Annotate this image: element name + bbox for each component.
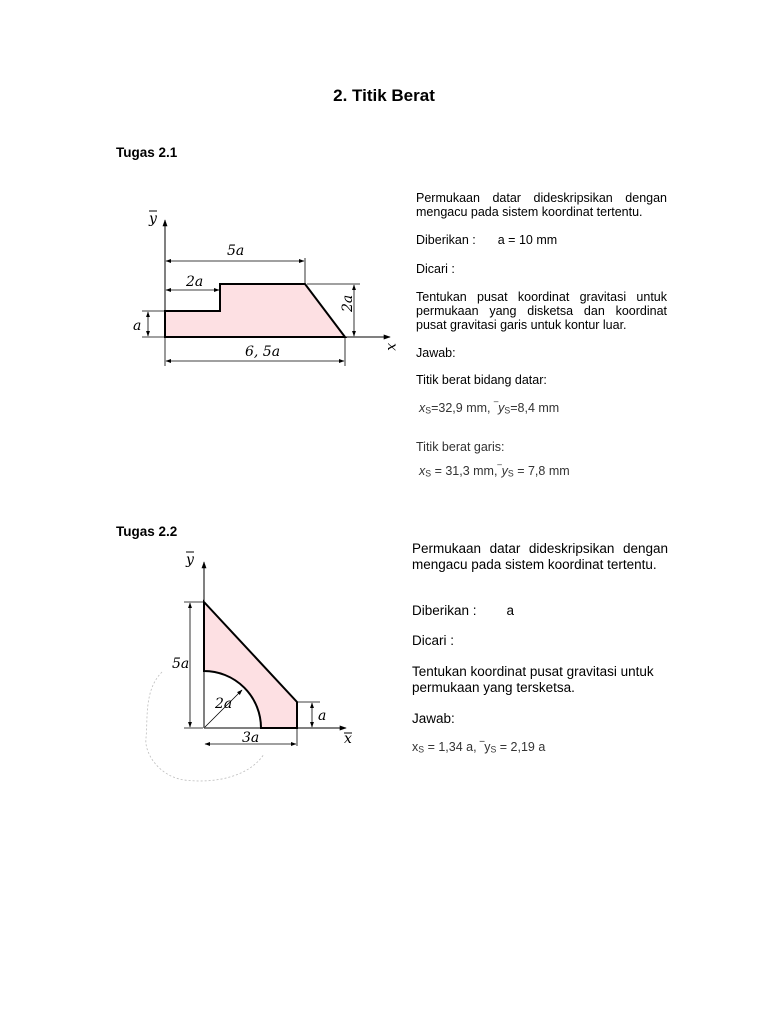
task-2-2-given-label: Diberikan : — [412, 603, 477, 618]
figure-2-1-label-5a: 5a — [227, 243, 245, 259]
task-2-2-instruction: Tentukan koordinat pusat gravitasi untuk permukaan yang tersketsa. — [412, 664, 654, 695]
figure-2-1-label-right: 2a — [340, 294, 356, 312]
task-2-1-line-label: Titik berat garis: — [416, 440, 505, 454]
task-2-1-answer-label: Jawab: — [416, 346, 456, 360]
task-2-2-given-value: a — [506, 603, 515, 618]
task-2-1-given — [416, 233, 667, 247]
figure-2-2-y-label: y — [186, 552, 194, 568]
page-title: 2. Titik Berat — [333, 86, 435, 105]
xs-value: = 31,3 mm, — [431, 464, 498, 478]
subscript: S — [425, 468, 432, 479]
figure-2-1 — [124, 176, 404, 394]
ys-symbol: ‾y — [493, 401, 505, 415]
task-2-1-area-label: Titik berat bidang datar: — [416, 373, 547, 387]
task-2-2-sought: Dicari : — [412, 633, 455, 648]
xs-symbol: x — [412, 740, 419, 754]
ys-value: =8,4 mm — [510, 401, 560, 415]
task-2-1-area-result — [419, 401, 670, 415]
figure-2-2-x-label: x — [344, 731, 352, 747]
task-2-1-line-result — [419, 464, 670, 478]
subscript: S — [504, 405, 511, 416]
subscript: S — [418, 744, 425, 755]
task-2-1-given-label: Diberikan : — [416, 233, 476, 247]
ys-value: = 7,8 mm — [513, 464, 570, 478]
task-2-2-heading: Tugas 2.2 — [116, 524, 178, 539]
task-2-2-given — [412, 603, 668, 619]
task-2-1-heading: Tugas 2.1 — [116, 145, 178, 160]
subscript: S — [507, 468, 514, 479]
ys-symbol: ‾y — [497, 464, 508, 478]
figure-2-2-label-height: 5a — [172, 656, 190, 672]
task-2-1-sought: Dicari : — [416, 262, 455, 276]
figure-2-1-label-left: a — [133, 318, 142, 334]
task-2-1-intro: Permukaan datar dideskripsikan dengan mengacu pada sistem koordinat tertentu. — [416, 191, 667, 219]
figure-2-1-y-label: y — [149, 211, 157, 227]
xs-symbol: x — [419, 401, 426, 415]
figure-2-2 — [124, 540, 394, 792]
task-2-1-given-value: a = 10 mm — [497, 233, 558, 247]
figure-2-1-label-step: 2a — [186, 274, 204, 290]
subscript: S — [425, 405, 432, 416]
ys-symbol: ‾y — [480, 740, 491, 754]
task-2-2-intro: Permukaan datar dideskripsikan dengan mengacu pada sistem koordinat tertentu. — [412, 541, 668, 572]
task-2-1-instruction: Tentukan pusat koordinat gravitasi untuk permukaan yang disketsa dan koordinat pusat gravitasi garis untuk kontur luar. — [416, 290, 667, 332]
figure-2-1-label-bottom: 6, 5a — [245, 344, 281, 360]
xs-value: = 1,34 a, — [424, 740, 481, 754]
figure-2-2-label-right: a — [318, 708, 327, 724]
figure-2-2-label-bottom: 3a — [242, 730, 260, 746]
task-2-2-answer-label: Jawab: — [412, 711, 455, 726]
ys-value: = 2,19 a — [496, 740, 546, 754]
figure-2-2-label-radius: 2a — [215, 696, 233, 712]
task-2-2-result — [412, 740, 668, 756]
subscript: S — [490, 744, 497, 755]
xs-symbol: x — [419, 464, 426, 478]
xs-value: =32,9 mm, — [431, 401, 494, 415]
figure-2-1-x-label: x — [384, 343, 400, 351]
